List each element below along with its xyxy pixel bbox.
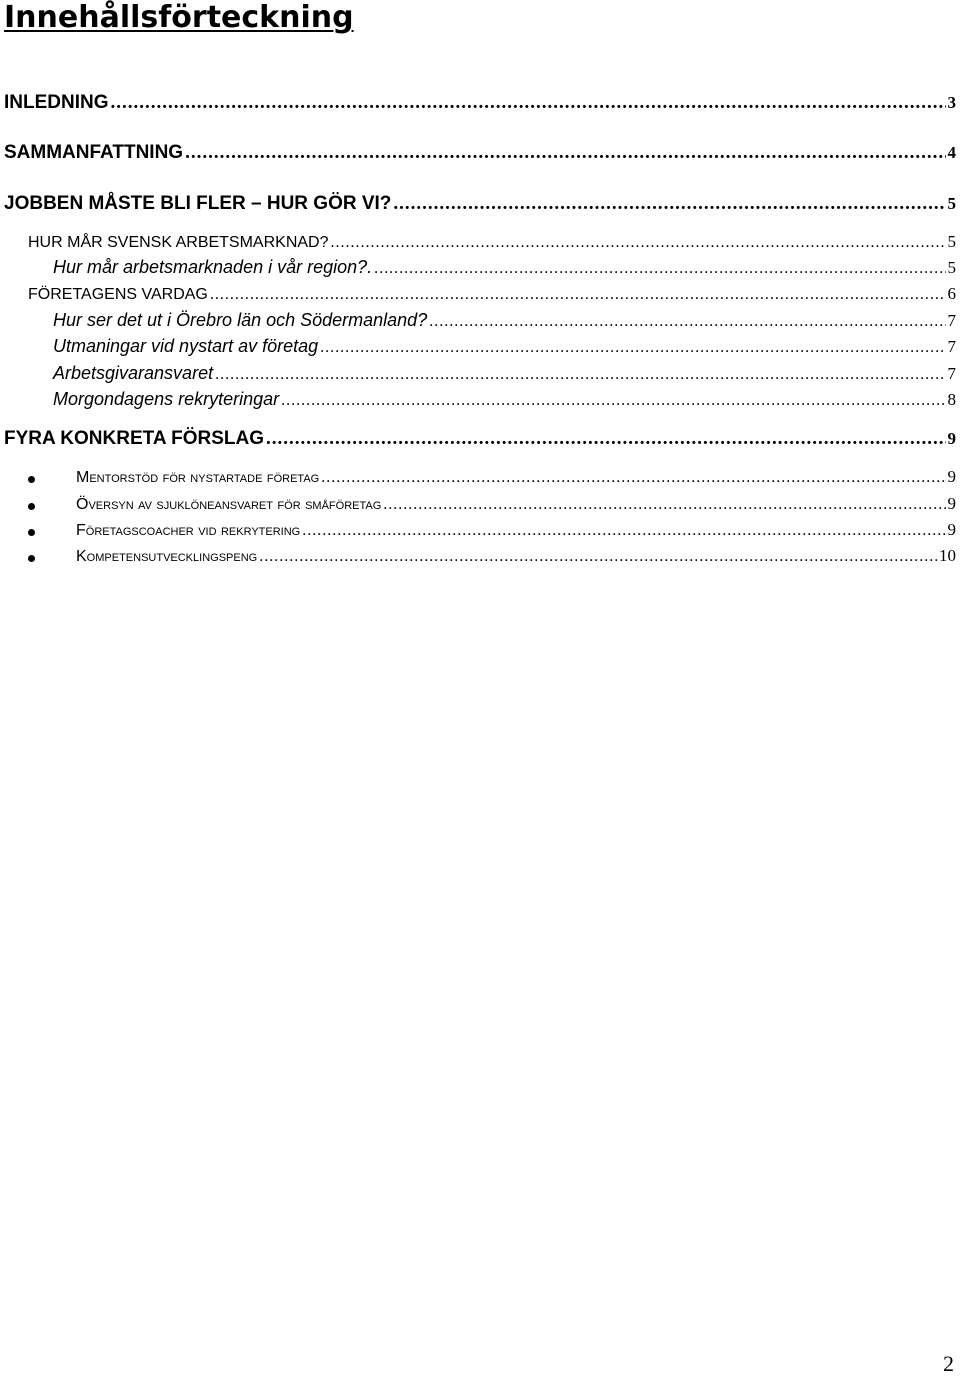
toc-leader (302, 522, 945, 540)
toc-leader (266, 428, 945, 450)
toc-entry-label: INLEDNING (4, 92, 109, 113)
toc-page-number: 9 (947, 494, 956, 513)
toc-entry-kompetensutveckling[interactable] (0, 546, 960, 570)
toc-entry-label: Arbetsgivaransvaret (53, 363, 214, 383)
toc-entry-mentorstod[interactable] (0, 467, 960, 491)
toc-page-number: 9 (947, 429, 956, 448)
toc-page-number: 9 (947, 520, 956, 539)
toc-entry-utmaningar[interactable] (0, 336, 960, 360)
toc-leader (383, 496, 945, 514)
toc-entry-morgondagens[interactable] (0, 389, 960, 413)
toc-leader (111, 92, 946, 114)
bullet-icon (28, 529, 35, 536)
toc-leader (185, 142, 945, 164)
toc-entry-label: Företagscoacher vid rekrytering (76, 522, 301, 539)
toc-page-number: 4 (947, 143, 956, 162)
toc-entry-fyra-forslag[interactable] (0, 428, 960, 452)
toc-page-number: 10 (939, 546, 956, 565)
toc-entry-foretagscoacher[interactable] (0, 520, 960, 544)
toc-leader (215, 366, 945, 384)
toc-leader (259, 548, 937, 566)
toc-page-number: 6 (947, 284, 956, 303)
toc-entry-label: HUR MÅR SVENSK ARBETSMARKNAD? (28, 234, 329, 251)
toc-entry-label: SAMMANFATTNING (4, 142, 184, 163)
toc-leader (210, 286, 946, 304)
toc-entry-label: Översyn av sjuklöneansvaret för småföretag (76, 496, 382, 513)
page-title: Innehållsförteckning (4, 0, 354, 35)
toc-entry-label: FÖRETAGENS VARDAG (28, 286, 208, 303)
toc-entry-hur-mar-svensk[interactable] (0, 232, 960, 256)
toc-entry-label: JOBBEN MÅSTE BLI FLER – HUR GÖR VI? (4, 193, 392, 214)
toc-page-number: 9 (947, 467, 956, 486)
toc-entry-arbetsgivaransvaret[interactable] (0, 363, 960, 387)
toc-entry-oversyn[interactable] (0, 494, 960, 518)
toc-leader (374, 260, 945, 278)
bullet-icon (28, 476, 35, 483)
toc-entry-label: Kompetensutvecklingspeng (76, 548, 258, 565)
toc-page-number: 5 (947, 258, 956, 277)
bullet-icon (28, 503, 35, 510)
footer-page-number: 2 (943, 1351, 954, 1376)
toc-leader (281, 392, 945, 410)
toc-leader (429, 313, 945, 331)
toc-entry-sammanfattning[interactable] (0, 142, 960, 166)
toc-page-number: 8 (947, 390, 956, 409)
toc-entry-label: Hur ser det ut i Örebro län och Södermanland? (53, 310, 428, 330)
toc-leader (393, 193, 945, 215)
toc-entry-foretagens-vardag[interactable] (0, 284, 960, 308)
toc-leader (320, 339, 945, 357)
toc-entry-orebro[interactable] (0, 310, 960, 334)
toc-entry-label: Hur mår arbetsmarknaden i vår region?. (53, 257, 373, 277)
toc-page-number: 5 (947, 232, 956, 251)
toc-page-number: 7 (947, 311, 956, 330)
toc-page-number: 3 (947, 93, 956, 112)
toc-page-number: 7 (947, 337, 956, 356)
toc-entry-jobben[interactable] (0, 193, 960, 217)
toc-entry-label: FYRA KONKRETA FÖRSLAG (4, 428, 265, 449)
toc-page-number: 7 (947, 364, 956, 383)
toc-entry-hur-mar-region[interactable] (0, 257, 960, 281)
toc-entry-label: Mentorstöd för nystartade företag (76, 469, 320, 486)
toc-entry-label: Morgondagens rekryteringar (53, 389, 280, 409)
toc-entry-label: Utmaningar vid nystart av företag (53, 336, 319, 356)
bullet-icon (28, 555, 35, 562)
toc-page-number: 5 (947, 194, 956, 213)
toc-entry-inledning[interactable] (0, 92, 960, 116)
toc-leader (321, 469, 945, 487)
toc-leader (331, 234, 946, 252)
